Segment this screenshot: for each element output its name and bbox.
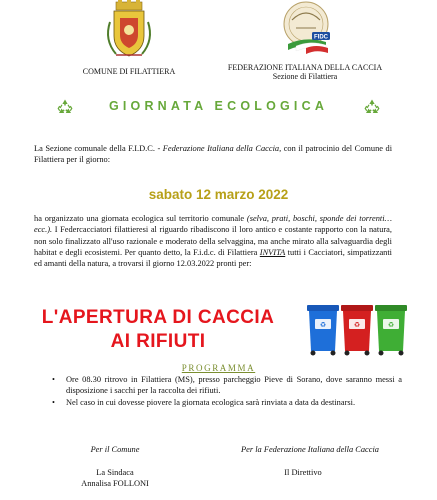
body-paragraph	[34, 213, 392, 269]
list-item-text: Nel caso in cui dovesse piovere la giornata ecologica sarà rinviata a data da destinarsi.	[66, 397, 356, 407]
body-text-5: tutti i Cacciatori, simpatizzanti ed amanti della natura, a trovarsi il giorno 12.03.2022 pronti per:	[34, 247, 392, 269]
svg-text:♻: ♻	[353, 321, 361, 329]
recycling-bins-icon	[303, 299, 413, 357]
bullet-icon: •	[52, 397, 55, 407]
headline-line2: AI RIFIUTI	[110, 331, 206, 352]
list-item-text: Ore 08.30 ritrovo in Filattiera (MS), presso parcheggio Pieve di Sorano, dove saranno messi a disposizione i sacchi per la raccolta dei rifiuti.	[66, 375, 402, 396]
signature-left-role: La Sindaca	[96, 468, 134, 477]
signature-right-role: Il Direttivo	[284, 468, 322, 477]
list-item	[52, 397, 402, 408]
body-text-3: I Federcacciatori filattieresi al riguardo ribadiscono il loro antico e costante rapporto con la natura, non solo finalizzato all'uso razionale e moderato della selvaggina, ma anche mirato alla salvaguardia degli habitat e degli ecosistemi. Per quanto detto, la F.i.d.c. di Filattiera	[34, 225, 392, 257]
blue-bin	[307, 305, 339, 356]
signature-left-heading: Per il Comune	[90, 445, 140, 454]
page-title: GIORNATA ECOLOGICA	[108, 99, 329, 113]
svg-text:♻: ♻	[319, 321, 327, 329]
svg-text:♻: ♻	[387, 321, 395, 329]
headline-line1: L'APERTURA DI CACCIA	[41, 307, 275, 328]
comune-caption: COMUNE DI FILATTIERA	[82, 67, 176, 76]
body-text-1: ha organizzato una giornata ecologica sul territorio comunale	[34, 214, 247, 223]
event-date: sabato 12 marzo 2022	[148, 187, 289, 202]
fidc-caption-line1: FEDERAZIONE ITALIANA DELLA CACCIA	[227, 63, 383, 72]
body-invita: INVITA	[259, 247, 286, 257]
recycle-icon	[363, 98, 381, 116]
signature-right-heading: Per la Federazione Italiana della Caccia	[241, 445, 379, 454]
intro-text-1: La Sezione comunale della F.I.D.C. -	[34, 144, 163, 153]
intro-federation-name: Federazione Italiana della Caccia,	[162, 144, 282, 153]
fidc-caption-line2: Sezione di Filattiera	[272, 72, 338, 81]
programma-list	[52, 374, 402, 408]
programma-title: PROGRAMMA	[181, 363, 256, 373]
red-bin	[341, 305, 373, 356]
bullet-icon: •	[52, 375, 55, 384]
body-text-italic: (selva, prati, boschi, sponde dei torrenti…ecc.).	[34, 214, 393, 235]
title-row	[0, 98, 437, 116]
intro-paragraph	[34, 143, 392, 166]
fidc-logo-text: FIDC	[314, 34, 328, 41]
intro-text-3: con il patrocinio del Comune di Filattiera per il giorno:	[34, 144, 393, 165]
list-item	[52, 374, 402, 397]
comune-di-filattiera-coat-of-arms-icon	[100, 0, 158, 62]
signature-left-name: Annalisa FOLLONI	[81, 479, 149, 488]
green-bin	[375, 305, 407, 356]
fidc-emblem-icon	[266, 0, 346, 60]
